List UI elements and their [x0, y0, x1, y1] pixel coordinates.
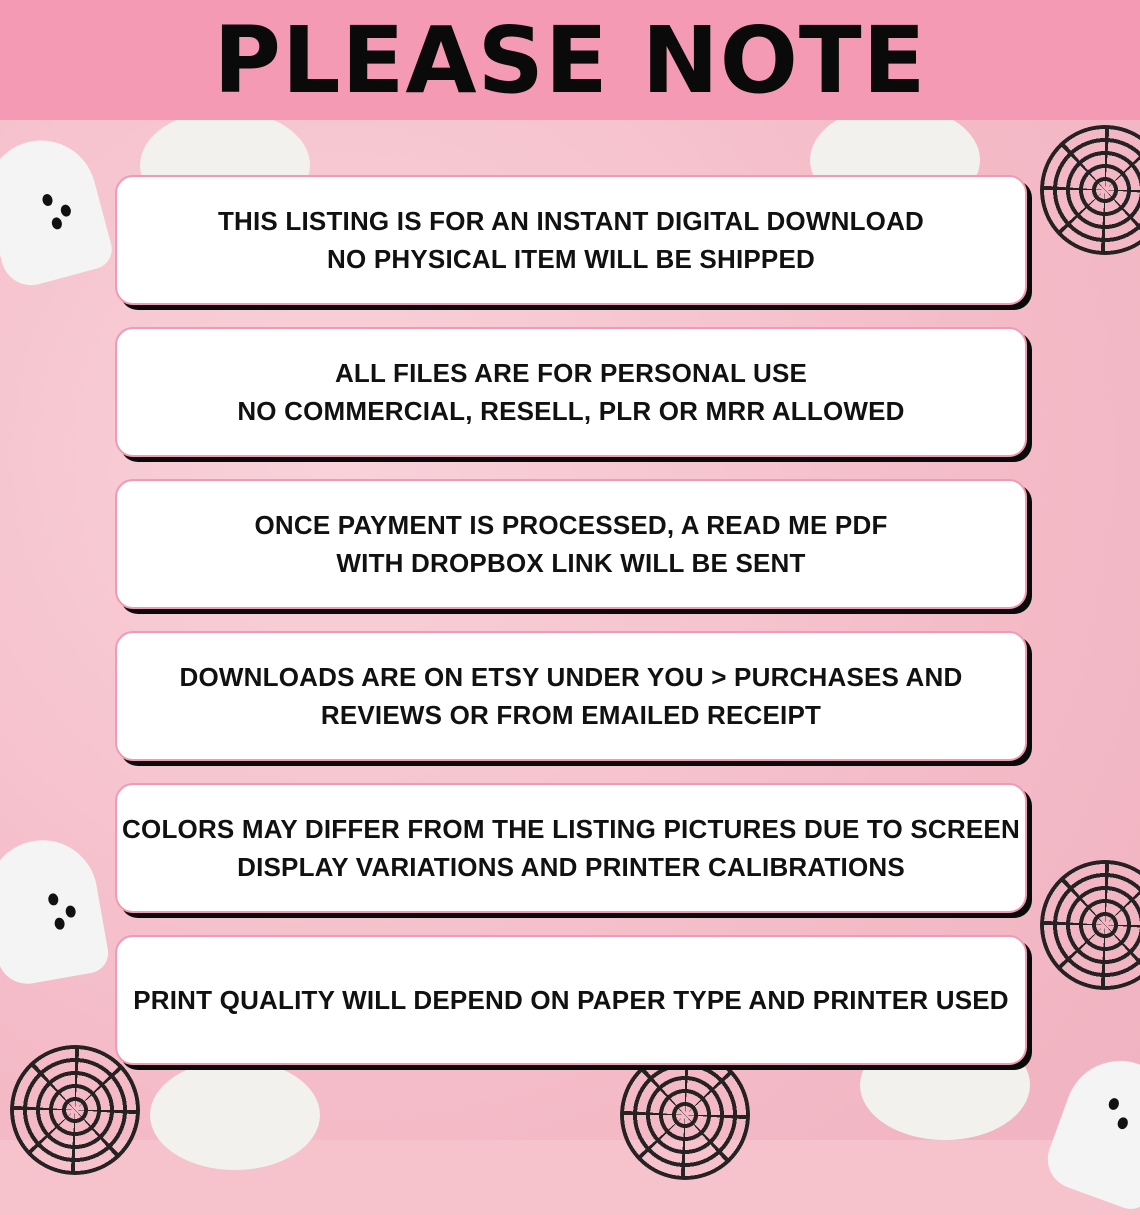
note-line: WITH DROPBOX LINK WILL BE SENT — [336, 548, 806, 578]
spider-web-decoration — [620, 1050, 750, 1180]
note-card — [115, 935, 1027, 1065]
pumpkin-decoration — [150, 1060, 320, 1170]
spider-web-decoration — [10, 1045, 140, 1175]
note-line: DISPLAY VARIATIONS AND PRINTER CALIBRATIONS — [237, 852, 905, 882]
note-card — [115, 175, 1027, 305]
page-title: PLEASE NOTE — [213, 6, 927, 114]
note-line: NO PHYSICAL ITEM WILL BE SHIPPED — [327, 244, 815, 274]
note-line: THIS LISTING IS FOR AN INSTANT DIGITAL DOWNLOAD — [217, 206, 925, 236]
note-line: REVIEWS OR FROM EMAILED RECEIPT — [320, 700, 822, 730]
note-line: ALL FILES ARE FOR PERSONAL USE — [334, 358, 808, 388]
note-line: ONCE PAYMENT IS PROCESSED, A READ ME PDF — [254, 510, 888, 540]
note-line: PRINT QUALITY WILL DEPEND ON PAPER TYPE AND PRINTER USED — [133, 985, 1009, 1015]
header-banner — [0, 0, 1140, 120]
note-card — [115, 327, 1027, 457]
note-line: DOWNLOADS ARE ON ETSY UNDER YOU > PURCHASES AND — [179, 662, 963, 692]
note-card — [115, 631, 1027, 761]
note-line: COLORS MAY DIFFER FROM THE LISTING PICTURES DUE TO SCREEN — [122, 814, 1020, 844]
note-card — [115, 783, 1027, 913]
note-card — [115, 479, 1027, 609]
note-line: NO COMMERCIAL, RESELL, PLR OR MRR ALLOWED — [237, 396, 905, 426]
